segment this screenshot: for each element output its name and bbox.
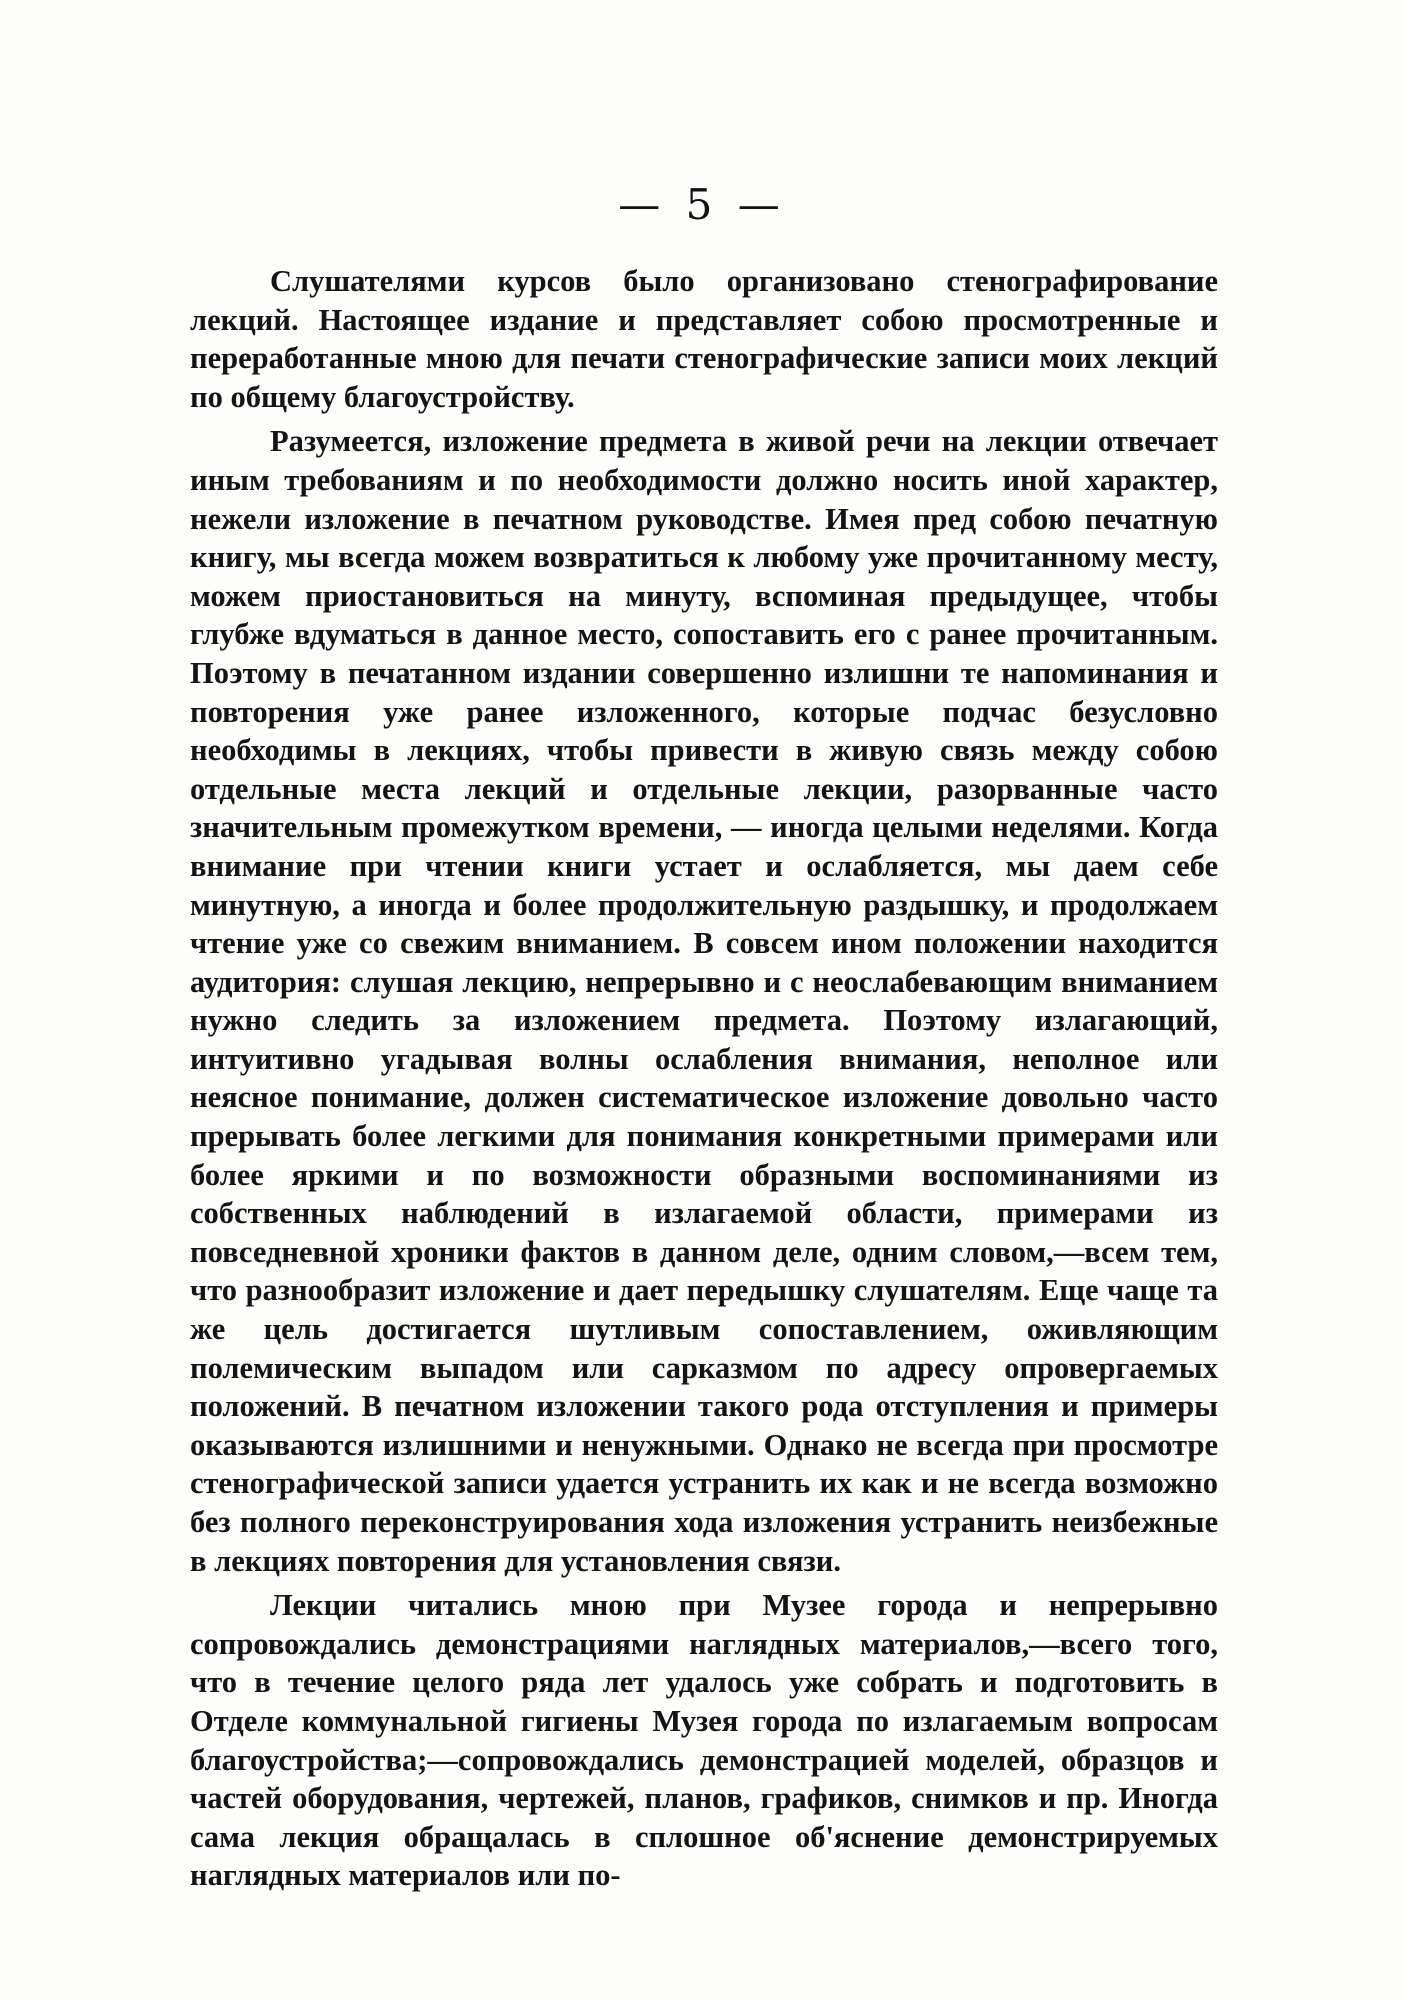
paragraph-3: Лекции читались мною при Музее города и непрерывно сопровождались демонстрациями наглядных материалов,—всего того, что в течение целого ряда лет удалось уже собрать и подготовить в Отделе коммунальной гигиены Музея города по излагаемым вопросам благоустройства;—сопровождались демонстрацией моделей, образцов и частей оборудования, чертежей, планов, графиков, снимков и пр. Иногда сама лекция обращалась в сплошное об'яснение демонстрируемых наглядных материалов или по- — [190, 1588, 1218, 1893]
paragraph-1: Слушателями курсов было организовано стенографирование лекций. Настоящее издание и представляет собою просмотренные и переработанные мною для печати стенографические записи моих лекций по общему благоустройству. — [190, 264, 1218, 414]
paragraph-2: Разумеется, изложение предмета в живой речи на лекции отвечает иным требованиям и по необходимости должно носить иной характер, нежели изложение в печатном руководстве. Имея пред собою печатную книгу, мы всегда можем возвратиться к любому уже прочитанному месту, можем приостановиться на минуту, вспоминая предыдущее, чтобы глубже вдуматься в данное место, сопоставить его с ранее прочитанным. Поэтому в печатанном издании совершенно излишни те напоминания и повторения уже ранее изложенного, которые подчас безусловно необходимы в лекциях, чтобы привести в живую связь между собою отдельные места лекций и отдельные лекции, разорванные часто значительным промежутком времени, — иногда целыми неделями. Когда внимание при чтении книги устает и ослабляется, мы даем себе минутную, а иногда и более продолжительную раздышку, и продолжаем чтение уже со свежим вниманием. В совсем ином положении находится аудитория: слушая лекцию, непрерывно и с неослабевающим вниманием нужно следить за изложением предмета. Поэтому излагающий, интуитивно угадывая волны ослабления внимания, неполное или неясное понимание, должен систематическое изложение довольно часто прерывать более легкими для понимания конкретными примерами или более яркими и по возможности образными воспоминаниями из собственных наблюдений в излагаемой области, примерами из повседневной хроники фактов в данном деле, одним словом,—всем тем, что разнообразит изложение и дает передышку слушателям. Еще чаще та же цель достигается шутливым сопоставлением, оживляющим полемическим выпадом или сарказмом по адресу опровергаемых положений. В печатном изложении такого рода отступления и примеры оказываются излишними и ненужными. Однако не всегда при просмотре стенографической записи удается устранить их как и не всегда возможно без полного переконструирования хода изложения устранить неизбежные в лекциях повторения для установления связи. — [190, 424, 1218, 1578]
page-number: — 5 — — [618, 180, 786, 229]
page-body — [190, 262, 1218, 1895]
